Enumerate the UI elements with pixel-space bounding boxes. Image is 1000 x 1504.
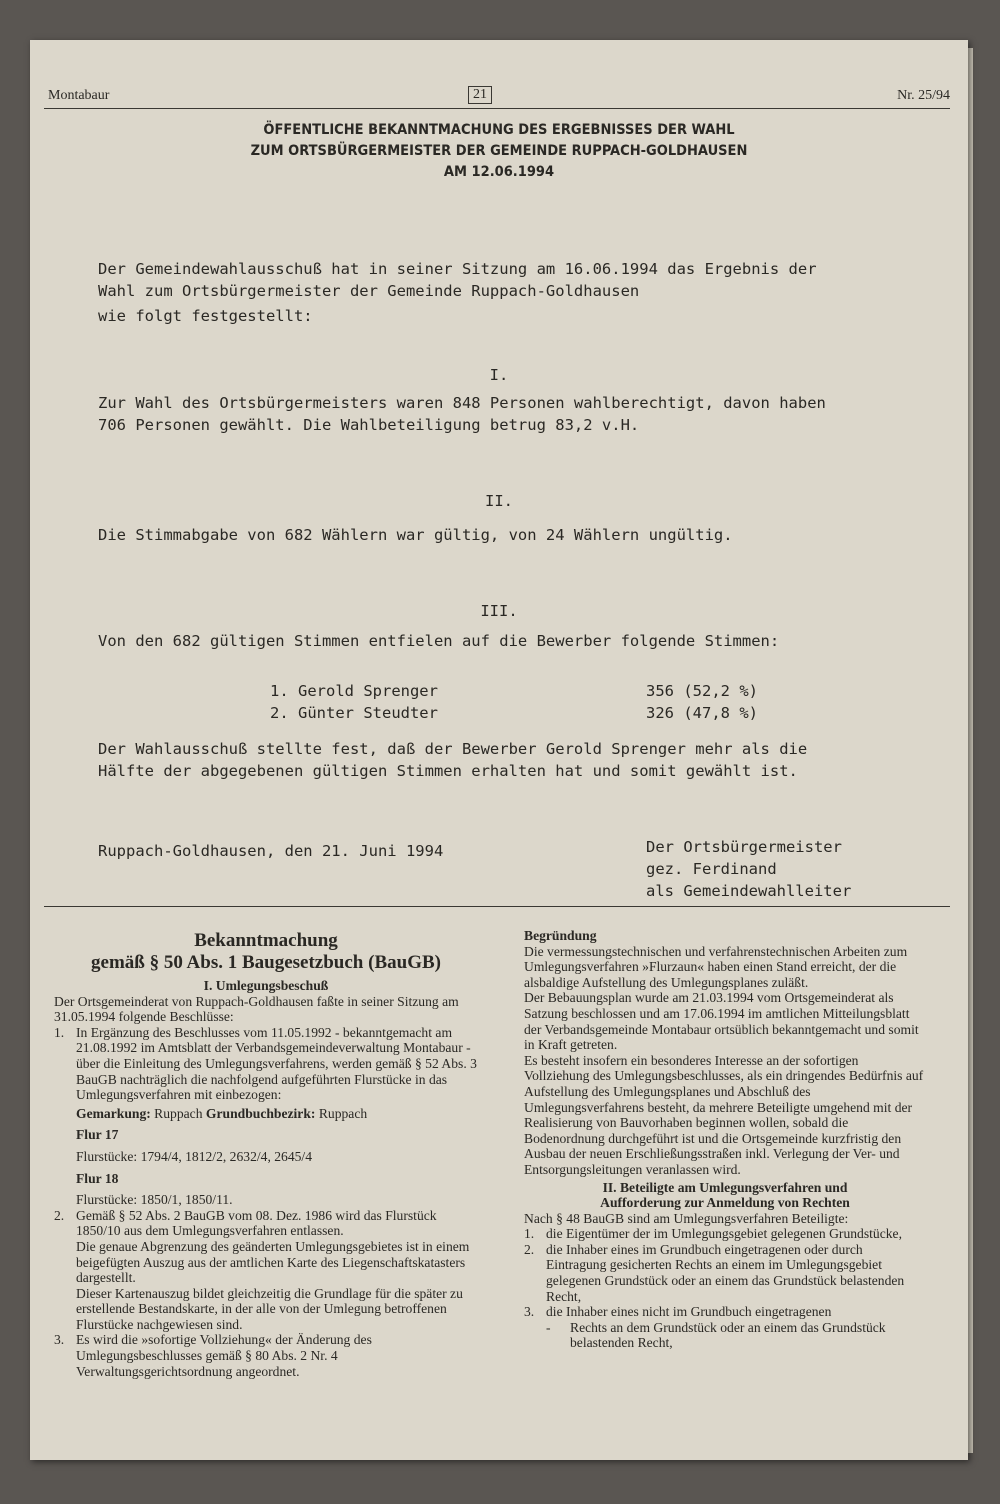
header-rule bbox=[44, 108, 950, 109]
paragraph: Nach § 48 BauGB sind am Umlegungsverfahren Beteiligte: bbox=[524, 1210, 849, 1226]
paragraph: Es besteht insofern ein besonderes Interesse an der sofortigen Vollziehung des Umlegungsbeschlusses, als ein dringendes Bedürfnis auf Aufstellung des Umlegungsplanes und Abschluß des Umlegungsverfahrens besteht, da mehrere Beteiligte umgehend mit der Realisierung von Bauvorhaben beginnen wollen, sobald die Bodenordnung durchgeführt ist und die Ortsgemeinde kurzfristig den Ausbau der neuen Erschließungsstraßen inkl. Verlegung der Ver- und Entsorgungsleitungen veranlassen wird. bbox=[524, 1052, 924, 1177]
bekanntmachung-heading: Bekanntmachung bbox=[194, 930, 338, 951]
signature-block: Der Ortsbürgermeister gez. Ferdinand als Gemeindewahlleiter bbox=[646, 838, 852, 900]
candidate-1-votes: 356 (52,2 %) bbox=[646, 682, 758, 700]
intro-text: Der Gemeindewahlausschuß hat in seiner Sitzung am 16.06.1994 das Ergebnis der Wahl zum Ortsbürgermeister der Gemeinde Ruppach-Goldhausen wie folgt festgestellt: bbox=[98, 260, 817, 325]
baugb-heading: gemäß § 50 Abs. 1 Baugesetzbuch (BauGB) bbox=[91, 952, 441, 973]
candidate-2-votes: 326 (47,8 %) bbox=[646, 704, 758, 722]
result-text: Der Wahlausschuß stellte fest, daß der Bewerber Gerold Sprenger mehr als die Hälfte der abgegebenen gültigen Stimmen erhalten hat und somit gewählt ist. bbox=[98, 740, 808, 780]
title-line: ZUM ORTSBÜRGERMEISTER DER GEMEINDE RUPPACH-GOLDHAUSEN bbox=[250, 143, 748, 159]
section-divider bbox=[44, 906, 950, 907]
beteiligte-subheading: II. Beteiligte am Umlegungsverfahren und Aufforderung zur Anmeldung von Rechten bbox=[600, 1179, 850, 1211]
title-line: ÖFFENTLICHE BEKANNTMACHUNG DES ERGEBNISSES DER WAHL bbox=[263, 122, 735, 138]
announcement-title bbox=[30, 120, 968, 183]
baugb-column-left bbox=[54, 930, 478, 1379]
paragraph: Die genaue Abgrenzung des geänderten Umlegungsgebietes ist in einem beigefügten Auszug aus der amtlichen Karte des Liegenschaftskatasters dargestellt. bbox=[76, 1238, 470, 1286]
flurstuecke-17: Flurstücke: 1794/4, 1812/2, 2632/4, 2645/4 bbox=[76, 1148, 312, 1164]
umlegungsbeschluss-subheading: I. Umlegungsbeschuß bbox=[203, 978, 329, 993]
section-2-number: II. bbox=[485, 492, 513, 510]
gemarkung-line: Gemarkung: Ruppach Grundbuchbezirk: Ruppach bbox=[76, 1105, 368, 1121]
list-subitem: - Rechts an dem Grundstück oder an einem das Grundstück belastenden Recht, bbox=[546, 1319, 886, 1351]
section-1-text: Zur Wahl des Ortsbürgermeisters waren 848 Personen wahlberechtigt, davon haben 706 Personen gewählt. Die Wahlbeteiligung betrug 83,2 v.H. bbox=[98, 394, 826, 434]
page-number: 21 bbox=[468, 86, 492, 104]
section-2-text: Die Stimmabgabe von 682 Wählern war gültig, von 24 Wählern ungültig. bbox=[98, 526, 733, 544]
list-item: 1. In Ergänzung des Beschlusses vom 11.05.1992 - bekanntgemacht am 21.08.1992 im Amtsblatt der Verbandsgemeindeverwaltung Montabaur - über die Einleitung des Umlegungsverfahrens, werden gemäß § 52 Abs. 3 BauGB nachträglich die nachfolgend aufgeführten Flurstücke in das Umlegungsverfahren mit einbezogen: bbox=[54, 1024, 477, 1103]
section-1-number: I. bbox=[489, 366, 509, 384]
paragraph: Die vermessungstechnischen und verfahrenstechnischen Arbeiten zum Umlegungsverfahren »Flurzaun« haben einen Stand erreicht, der die alsbaldige Aufstellung des Umlegungsplanes zuläßt. bbox=[524, 943, 908, 990]
section-3-text: Von den 682 gültigen Stimmen entfielen auf die Bewerber folgende Stimmen: bbox=[98, 632, 780, 650]
header-town: Montabaur bbox=[48, 88, 110, 103]
paragraph: Dieser Kartenauszug bildet gleichzeitig die Grundlage für die später zu erstellende Bestandskarte, in der alle von der Umlegung betroffenen Flurstücke nachgewiesen sind. bbox=[76, 1285, 463, 1332]
list-item: 3. die Inhaber eines nicht im Grundbuch eingetragenen bbox=[524, 1304, 832, 1320]
baugb-column-right bbox=[524, 928, 926, 1351]
issue-number: Nr. 25/94 bbox=[897, 88, 950, 103]
flur-18-label: Flur 18 bbox=[76, 1170, 119, 1186]
list-item: 1. die Eigentümer der im Umlegungsgebiet gelegenen Grundstücke, bbox=[524, 1226, 902, 1242]
paragraph: Der Ortsgemeinderat von Ruppach-Goldhausen faßte in seiner Sitzung am 31.05.1994 folgende Beschlüsse: bbox=[54, 993, 459, 1025]
flur-17-label: Flur 17 bbox=[76, 1127, 119, 1143]
begruendung-heading: Begründung bbox=[524, 928, 597, 943]
place-date: Ruppach-Goldhausen, den 21. Juni 1994 bbox=[98, 842, 444, 860]
section-3-number: III. bbox=[480, 602, 518, 620]
candidate-2-name: 2. Günter Steudter bbox=[270, 704, 438, 722]
list-item: 3. Es wird die »sofortige Vollziehung« der Änderung des Umlegungsbeschlusses gemäß § 80 Abs. 2 Nr. 4 Verwaltungsgerichtsordnung angeordnet. bbox=[54, 1332, 372, 1379]
list-item: 2. die Inhaber eines im Grundbuch eingetragenen oder durch Eintragung gesicherten Rechts an einem im Umlegungsgebiet gelegenen Grundstück oder an einem das Grundstück belastenden Recht, bbox=[524, 1241, 905, 1304]
candidate-1-name: 1. Gerold Sprenger bbox=[270, 682, 438, 700]
title-line: AM 12.06.1994 bbox=[443, 164, 555, 180]
paragraph: Der Bebauungsplan wurde am 21.03.1994 vom Ortsgemeinderat als Satzung beschlossen und am 17.06.1994 im amtlichen Mitteilungsblatt der Verbandsgemeinde Montabaur ortsüblich bekanntgemacht und somit in Kraft getreten. bbox=[524, 990, 919, 1053]
list-item: 2. Gemäß § 52 Abs. 2 BauGB vom 08. Dez. 1986 wird das Flurstück 1850/10 aus dem Umlegungsverfahren entlassen. bbox=[54, 1207, 437, 1239]
newspaper-page bbox=[30, 40, 968, 1460]
flurstuecke-18: Flurstücke: 1850/1, 1850/11. bbox=[76, 1192, 233, 1208]
